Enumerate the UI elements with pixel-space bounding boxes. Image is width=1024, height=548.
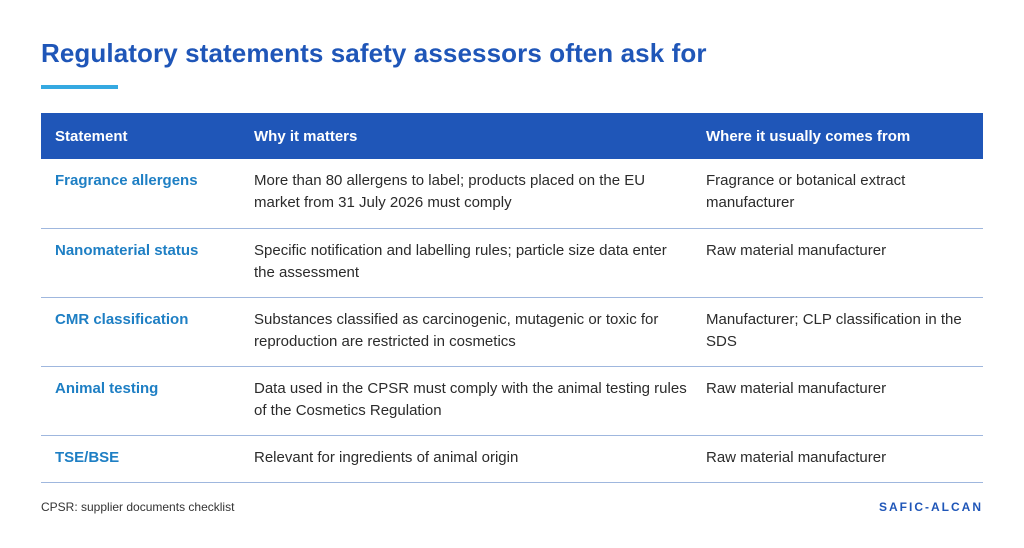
column-header-why-it-matters: Why it matters [248,113,700,159]
why-it-matters-cell: More than 80 allergens to label; products placed on the EU market from 31 July 2026 must comply [248,159,700,228]
title-underline-accent [41,85,118,89]
table-row [41,366,983,435]
why-it-matters-cell: Data used in the CPSR must comply with the animal testing rules of the Cosmetics Regulation [248,366,700,435]
brand-logo-text: SAFIC-ALCAN [879,500,983,514]
statement-cell: Fragrance allergens [41,159,248,228]
table-row [41,159,983,228]
regulatory-statements-table [41,113,983,483]
source-cell: Raw material manufacturer [700,228,983,297]
statement-cell: Animal testing [41,366,248,435]
why-it-matters-cell: Substances classified as carcinogenic, mutagenic or toxic for reproduction are restricted in cosmetics [248,297,700,366]
column-header-statement: Statement [41,113,248,159]
table-row [41,228,983,297]
statement-cell: CMR classification [41,297,248,366]
statement-cell: TSE/BSE [41,435,248,482]
why-it-matters-cell: Relevant for ingredients of animal origin [248,435,700,482]
why-it-matters-cell: Specific notification and labelling rules; particle size data enter the assessment [248,228,700,297]
table-row [41,435,983,482]
page-title: Regulatory statements safety assessors often ask for [41,38,707,68]
column-header-source: Where it usually comes from [700,113,983,159]
source-cell: Manufacturer; CLP classification in the SDS [700,297,983,366]
source-cell: Raw material manufacturer [700,435,983,482]
table-row [41,297,983,366]
source-cell: Raw material manufacturer [700,366,983,435]
table-header-row [41,113,983,159]
footer-note: CPSR: supplier documents checklist [41,500,235,514]
statement-cell: Nanomaterial status [41,228,248,297]
source-cell: Fragrance or botanical extract manufacturer [700,159,983,228]
